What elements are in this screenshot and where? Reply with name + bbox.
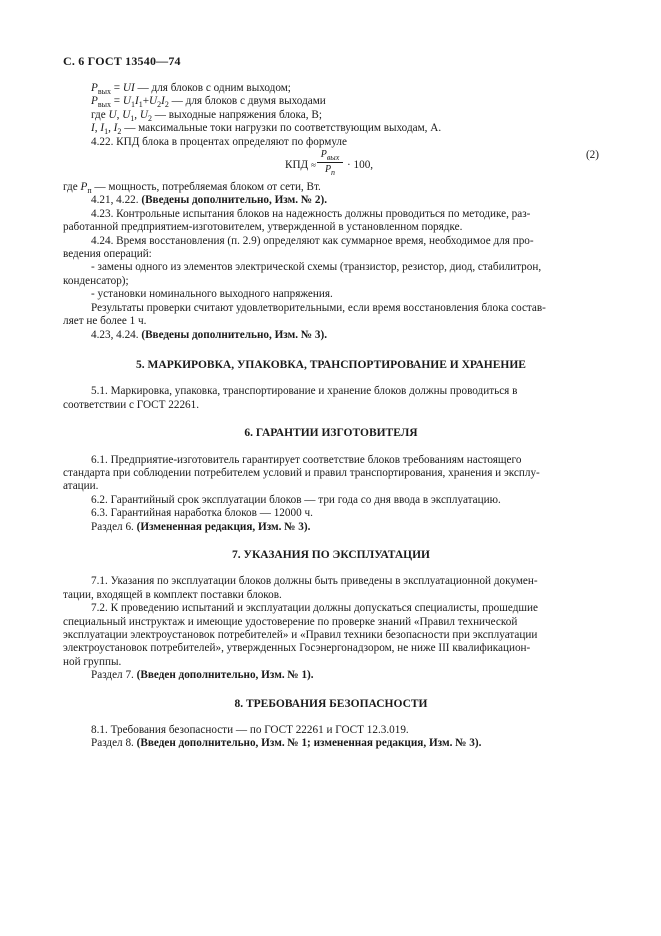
def-p-double: $P_{вых} = U_1I_1+U_2I_2$ — для блоков с двумя выходами <box>91 95 326 110</box>
section-7-line: 7.1. Указания по эксплуатации блоков должны быть приведены в эксплуатационной докумен- <box>91 575 538 588</box>
document-body <box>63 82 599 751</box>
clause-4-23-line: 4.23. Контрольные испытания блоков на надежность должны проводиться по методике, раз- <box>91 207 531 220</box>
section-6-line: 6.2. Гарантийный срок эксплуатации блоков — три года со дня ввода в эксплуатацию. <box>91 493 501 506</box>
clause-4-23-line: работанной предприятием-изготовителем, утвержденной в установленном порядке. <box>63 221 463 234</box>
page-header: С. 6 ГОСТ 13540—74 <box>63 54 181 68</box>
section-5-line: соответствии с ГОСТ 22261. <box>63 398 200 411</box>
efficiency-formula <box>63 149 599 181</box>
formula-fraction: $P_{вых}$ $P_п$ <box>317 149 343 176</box>
section-6-line: атации. <box>63 480 99 493</box>
section-6-line: стандарта при соблюдении потребителем условий и правил транспортирования, хранения и эксплу- <box>63 466 540 479</box>
section-7-line: эксплуатации электроустановок потребителей» и «Правил техники безопасности при эксплуатации <box>63 629 538 641</box>
section-5-heading: 5. МАРКИРОВКА, УПАКОВКА, ТРАНСПОРТИРОВАНИЕ И ХРАНЕНИЕ <box>136 358 526 371</box>
formula-lhs: КПД ≈ <box>285 159 316 172</box>
section-7-line: специальный инструктаж и имеющие удостоверение по проверке знаний «Правил технической <box>63 615 518 628</box>
def-p-single: $P_{вых}$ = UI — для блоков с одним выходом; <box>91 82 291 96</box>
clause-4-24-line: конденсатор); <box>63 274 129 287</box>
section-8-note: Раздел 8. (Введен дополнительно, Изм. № 1; измененная редакция, Изм. № 3). <box>91 737 482 750</box>
section-7-line: ной группы. <box>63 655 122 668</box>
def-currents: I, $I_1$, $I_2$ — максимальные токи нагрузки по соответствующим выходам, А. <box>91 122 442 137</box>
section-8-heading: 8. ТРЕБОВАНИЯ БЕЗОПАСНОСТИ <box>234 697 428 710</box>
equation-number: (2) <box>585 149 599 162</box>
section-7-line: 7.2. К проведению испытаний и эксплуатации должны допускаться специалисты, прошедшие <box>91 602 538 615</box>
section-7-line: электроустановок потребителей», утвержденных Госэнергонадзором, не ниже III квалификацион- <box>63 642 531 655</box>
clause-4-24-line: Результаты проверки считают удовлетворительными, если время восстановления блока состав- <box>91 301 546 314</box>
section-5-line: 5.1. Маркировка, упаковка, транспортирование и хранение блоков должны проводиться в <box>91 385 518 398</box>
clause-4-24-line: - замены одного из элементов электрической схемы (транзистор, резистор, диод, стабилитрон, <box>91 261 542 274</box>
section-6-note: Раздел 6. (Измененная редакция, Изм. № 3). <box>91 520 311 533</box>
def-voltages: где U, $U_1$, $U_2$ — выходные напряжения блока, В; <box>91 108 322 123</box>
clause-4-24-line: 4.24. Время восстановления (п. 2.9) определяют как суммарное время, необходимое для про- <box>91 234 534 247</box>
section-7-note: Раздел 7. (Введен дополнительно, Изм. № 1). <box>91 669 314 682</box>
section-6-line: 6.3. Гарантийная наработка блоков — 12000 ч. <box>91 507 313 520</box>
formula-multiplier: · 100, <box>347 159 374 172</box>
section-8-line: 8.1. Требования безопасности — по ГОСТ 22261 и ГОСТ 12.3.019. <box>91 724 409 737</box>
def-power-input: где $P_п$ — мощность, потребляемая блоком от сети, Вт. <box>63 181 321 196</box>
section-7-line: тации, входящей в комплект поставки блоков. <box>63 588 282 601</box>
section-6-line: 6.1. Предприятие-изготовитель гарантирует соответствие блоков требованиям настоящего <box>91 453 522 466</box>
section-6-heading: 6. ГАРАНТИИ ИЗГОТОВИТЕЛЯ <box>244 427 418 440</box>
clause-4-24-line: ведения операций: <box>63 248 152 261</box>
clause-4-24-line: ляет не более 1 ч. <box>63 315 147 328</box>
amendment-note-4-21: 4.21, 4.22. (Введены дополнительно, Изм. № 2). <box>91 194 328 207</box>
clause-4-22: 4.22. КПД блока в процентах определяют по формуле <box>91 135 347 148</box>
clause-4-24-line: - установки номинального выходного напряжения. <box>91 288 333 301</box>
amendment-note-4-23: 4.23, 4.24. (Введены дополнительно, Изм. № 3). <box>91 328 328 341</box>
section-7-heading: 7. УКАЗАНИЯ ПО ЭКСПЛУАТАЦИИ <box>232 548 430 561</box>
